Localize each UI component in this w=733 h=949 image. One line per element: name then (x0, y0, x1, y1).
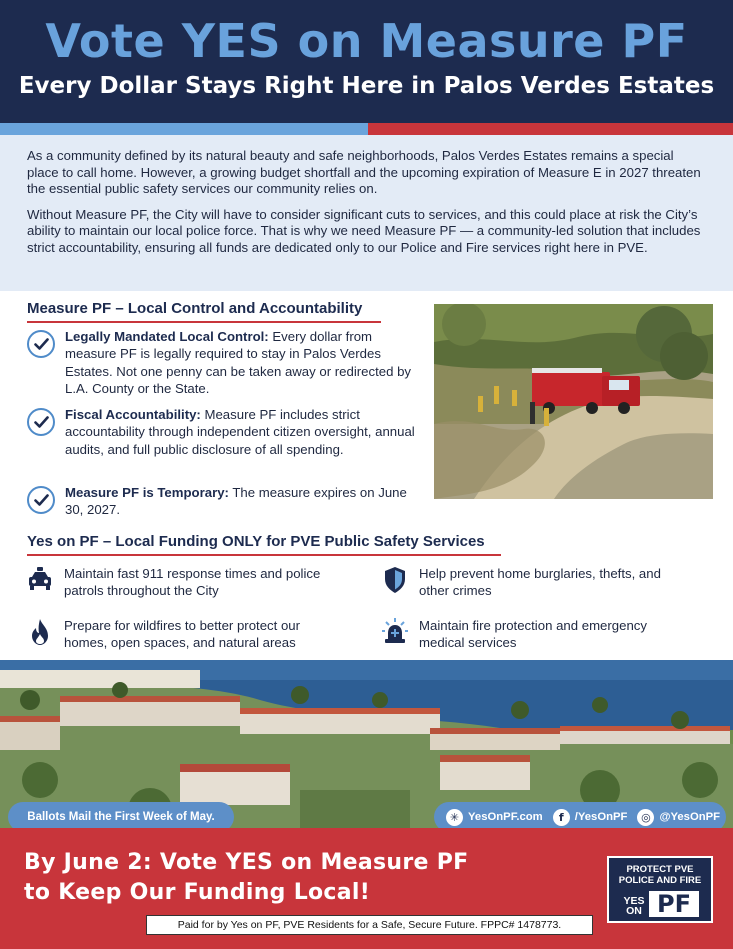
check-item-title: Fiscal Accountability: (65, 407, 201, 422)
logo-line1: PROTECT PVE (626, 864, 694, 875)
facebook-icon: f (553, 809, 570, 826)
shield-icon (382, 565, 408, 595)
firefighters-photo (434, 304, 713, 499)
instagram-link[interactable] (637, 809, 720, 826)
divider-blue (0, 123, 368, 135)
fund-item-crime (382, 565, 682, 599)
page-subtitle: Every Dollar Stays Right Here in Palos Verdes Estates (18, 73, 715, 99)
check-item-fiscal (27, 406, 417, 458)
check-item-text: Every dollar from measure PF is legally required to stay in Palos Verdes Estates. Not one penny can be taken away or redirected by L.A. County or the State. (65, 329, 412, 396)
fire-icon (27, 617, 53, 647)
check-item-text: The measure expires on June 30, 2027. (65, 485, 407, 518)
fund-item-police (27, 565, 327, 599)
check-item-title: Measure PF is Temporary: (65, 485, 229, 500)
header-banner (0, 0, 733, 123)
accountability-heading: Measure PF – Local Control and Accountability (27, 300, 381, 323)
logo-yes-on (622, 896, 646, 916)
fund-item-text: Prepare for wildfires to better protect our homes, open spaces, and natural areas (64, 618, 301, 650)
check-circle-icon (27, 486, 55, 514)
check-item-title: Legally Mandated Local Control: (65, 329, 269, 344)
intro-paragraph-1: As a community defined by its natural beauty and safe neighborhoods, Palos Verdes Estates remains a special place to call home. However, a growing budget shortfall and the upcoming expiration of Measure E in 2027 threaten the essential public safety services our community relies on. (27, 148, 701, 197)
logo-tagline (609, 864, 711, 886)
logo-yes: YES (623, 895, 645, 907)
paid-for-disclaimer: Paid for by Yes on PF, PVE Residents for a Safe, Secure Future. FPPC# 1478773. (146, 915, 593, 935)
intro-section (0, 135, 733, 291)
fund-item-text: Help prevent home burglaries, thefts, and other crimes (419, 566, 661, 598)
police-car-icon (27, 565, 53, 595)
logo-pf: PF (649, 891, 699, 917)
website-link[interactable] (446, 809, 543, 826)
check-circle-icon (27, 408, 55, 436)
check-circle-icon (27, 330, 55, 358)
website-icon: ✳ (446, 809, 463, 826)
footer-cta (24, 848, 468, 908)
logo-line2: POLICE AND FIRE (618, 875, 702, 886)
fund-item-wildfire (27, 617, 327, 651)
funding-heading: Yes on PF – Local Funding ONLY for PVE Public Safety Services (27, 533, 501, 556)
facebook-label: /YesOnPF (574, 811, 628, 823)
website-label: YesOnPF.com (468, 811, 543, 823)
yes-on-pf-logo (607, 856, 713, 923)
intro-paragraph-2: Without Measure PF, the City will have to consider significant cuts to services, and this could place at risk the City’s ability to maintain our local police force. That is why we need Measure PF — a community-led solution that includes strict accountability, ensuring all funds are dedicated only to our Police and Fire services right here in PVE. (27, 206, 701, 255)
fund-item-emergency (382, 617, 682, 651)
facebook-link[interactable] (553, 809, 628, 826)
logo-on: ON (626, 905, 642, 917)
check-item-local-control (27, 328, 417, 397)
instagram-label: @YesOnPF (659, 811, 721, 823)
instagram-icon: ◎ (637, 809, 654, 826)
emergency-siren-icon (382, 617, 408, 647)
check-item-text: Measure PF includes strict accountability through independent citizen oversight, annual audits, and full public disclosure of all spending. (65, 407, 415, 457)
ballots-pill: Ballots Mail the First Week of May. (8, 802, 234, 832)
divider-red (368, 123, 733, 135)
check-item-temporary (27, 484, 417, 519)
footer-cta-line1: By June 2: Vote YES on Measure PF (24, 850, 469, 875)
page-title: Vote YES on Measure PF (45, 14, 688, 68)
fund-item-text: Maintain fire protection and emergency medical services (419, 618, 647, 650)
footer-cta-line2: to Keep Our Funding Local! (24, 880, 371, 905)
fund-item-text: Maintain fast 911 response times and police patrols throughout the City (64, 566, 321, 598)
